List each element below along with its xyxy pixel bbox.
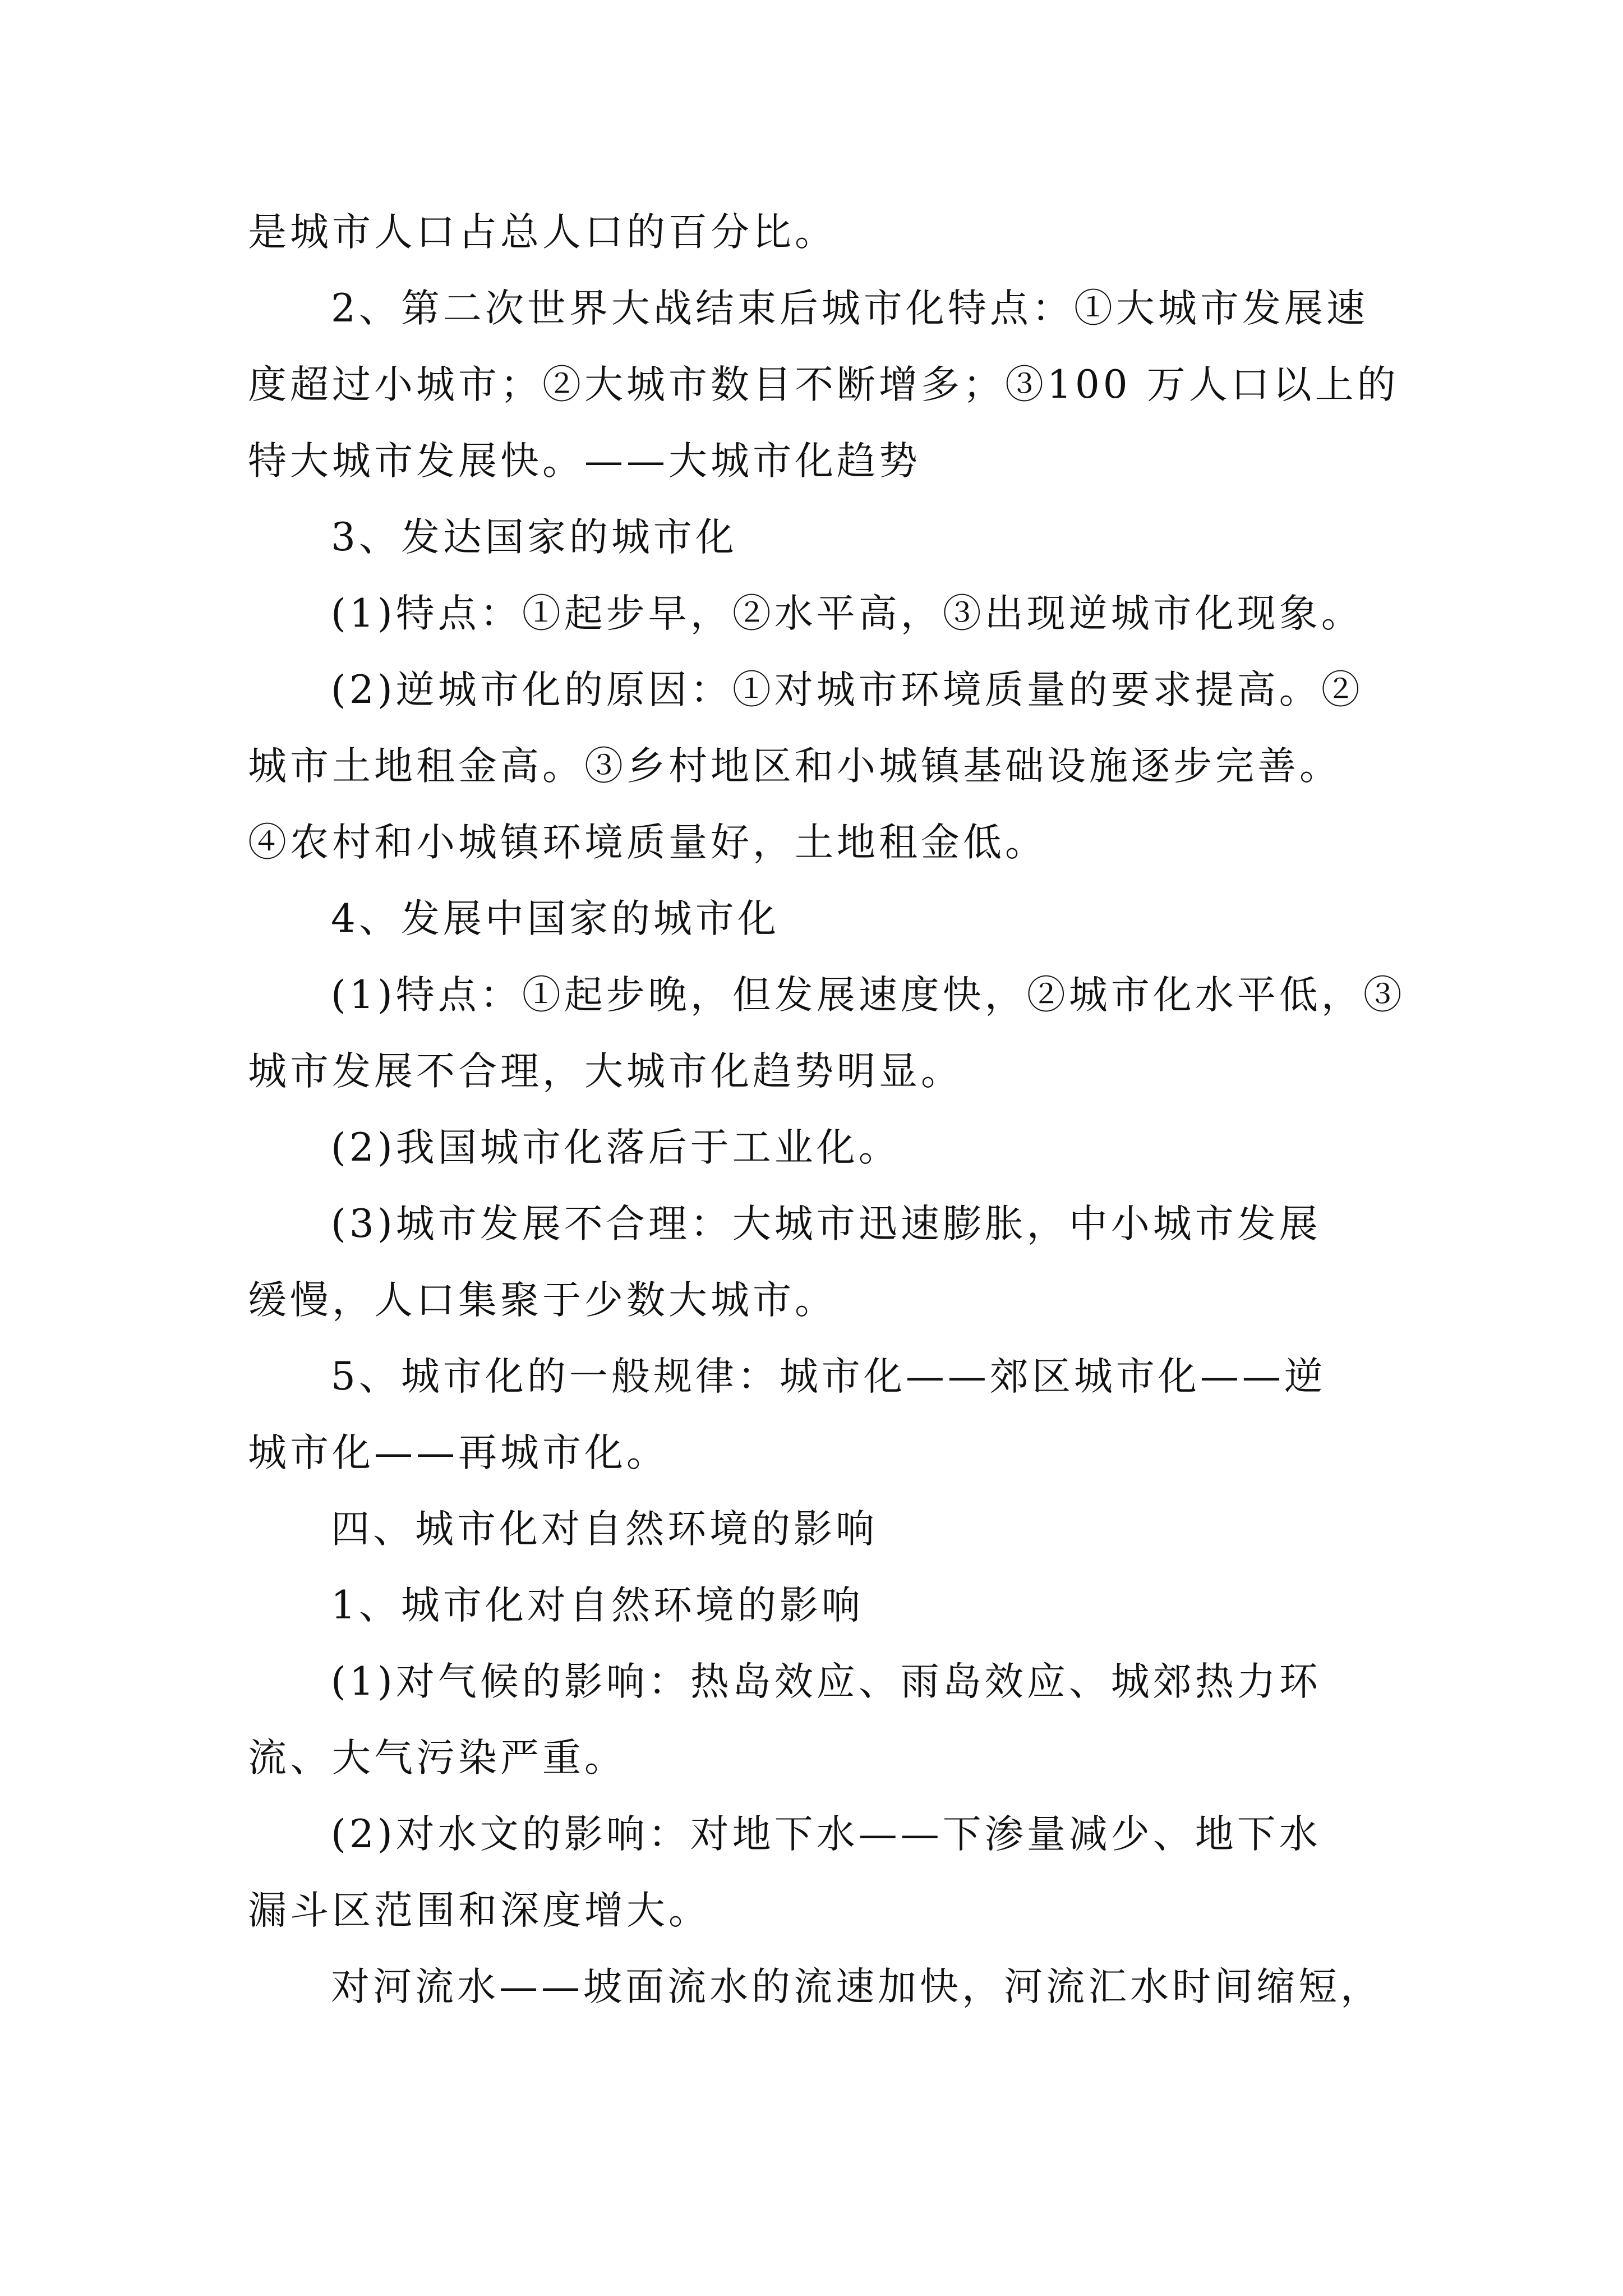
text-line: 特大城市发展快。——大城市化趋势 [248,439,921,484]
text-line: 4、发展中国家的城市化 [331,896,780,941]
text-line: 1、城市化对自然环境的影响 [331,1583,864,1628]
text-line: 度超过小城市；②大城市数目不断增多；③100 万人口以上的 [248,362,1399,407]
text-line: 漏斗区范围和深度增大。 [248,1888,711,1933]
text-line: 5、城市化的一般规律：城市化——郊区城市化——逆 [331,1354,1326,1399]
text-line: (1)对气候的影响：热岛效应、雨岛效应、城郊热力环 [331,1659,1321,1704]
text-line: 流、大气污染严重。 [248,1736,626,1780]
text-line: (3)城市发展不合理：大城市迅速膨胀，中小城市发展 [331,1202,1321,1246]
text-line: ④农村和小城镇环境质量好，土地租金低。 [248,820,1047,865]
text-line: 城市土地租金高。③乡村地区和小城镇基础设施逐步完善。 [248,744,1341,789]
text-line: 城市发展不合理，大城市化趋势明显。 [248,1049,963,1094]
text-line: (2)逆城市化的原因：①对城市环境质量的要求提高。② [331,668,1363,712]
text-line: 2、第二次世界大战结束后城市化特点：①大城市发展速 [331,286,1368,331]
text-line: (1)特点：①起步晚，但发展速度快，②城市化水平低，③ [331,973,1405,1018]
text-line: 缓慢，人口集聚于少数大城市。 [248,1278,837,1323]
text-line: (1)特点：①起步早，②水平高，③出现逆城市化现象。 [331,591,1363,636]
text-line: 城市化——再城市化。 [248,1430,668,1475]
text-line: 对河流水——坡面流水的流速加快，河流汇水时间缩短， [331,1964,1382,2009]
text-line: 四、城市化对自然环境的影响 [331,1507,878,1552]
text-line: 3、发达国家的城市化 [331,515,737,560]
text-line: 是城市人口占总人口的百分比。 [248,210,837,255]
text-line: (2)对水文的影响：对地下水——下渗量减少、地下水 [331,1812,1321,1857]
text-line: (2)我国城市化落后于工业化。 [331,1125,901,1170]
